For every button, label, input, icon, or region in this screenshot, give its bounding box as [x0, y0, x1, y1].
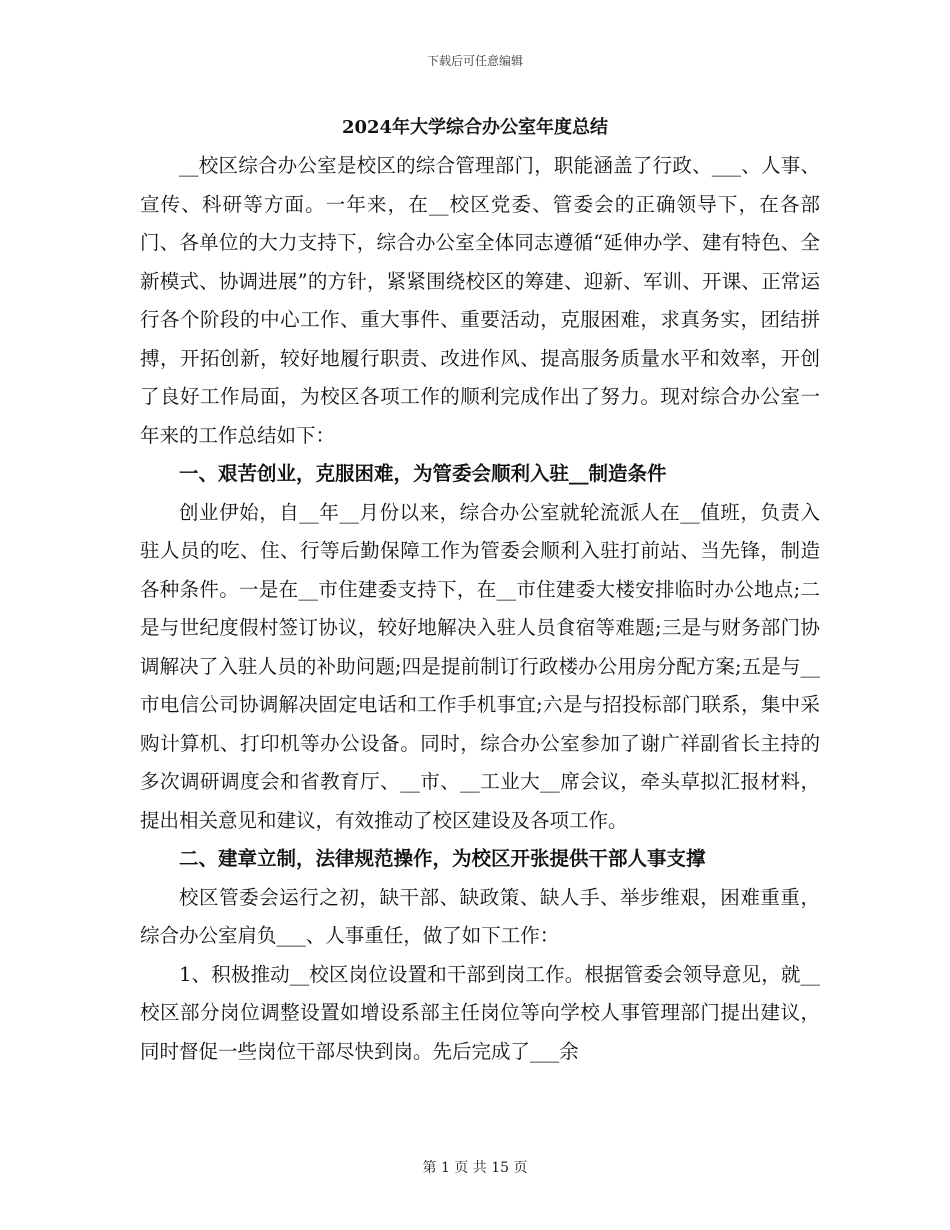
section-heading-1: 一、艰苦创业，克服困难，为管委会顺利入驻__制造条件: [179, 462, 667, 485]
intro-paragraph: __校区综合办公室是校区的综合管理部门，职能涵盖了行政、___、人事、宣传、科研等方面。一年来，在__校区党委、管委会的正确领导下，在各部门、各单位的大力支持下，综合办公室全体同志遵循“延伸办学、建有特色、全新模式、协调进展”的方针，紧紧围绕校区的筹建、迎新、军训、开课、正常运行各个阶段的中心工作、重大事件、重要活动，克服困难，求真务实，团结拼搏，开拓创新，较好地履行职责、改进作风、提高服务质量水平和效率，开创了良好工作局面，为校区各项工作的顺利完成作出了努力。现对综合办公室一年来的工作总结如下：: [140, 154, 820, 447]
section-heading-2: 二、建章立制，法律规范操作，为校区开张提供干部人事支撑: [179, 847, 706, 870]
section-1-paragraph: 创业伊始，自__年__月份以来，综合办公室就轮流派人在__值班，负责入驻人员的吃、住、行等后勤保障工作为管委会顺利入驻打前站、当先锋，制造各种条件。一是在__市住建委支持下，在__市住建委大楼安排临时办公地点;二是与世纪度假村签订协议，较好地解决入驻人员食宿等难题;三是与财务部门协调解决了入驻人员的补助问题;四是提前制订行政楼办公用房分配方案;五是与__市电信公司协调解决固定电话和工作手机事宜;六是与招投标部门联系，集中采购计算机、打印机等办公设备。同时，综合办公室参加了谢广祥副省长主持的多次调研调度会和省教育厅、__市、__工业大__席会议，牵头草拟汇报材料，提出相关意见和建议，有效推动了校区建设及各项工作。: [140, 500, 820, 832]
document-body: [140, 147, 820, 1071]
document-title: 2024年大学综合办公室年度总结: [341, 117, 609, 138]
section-2-intro-paragraph: 校区管委会运行之初，缺干部、缺政策、缺人手、举步维艰，困难重重，综合办公室肩负___、人事重任，做了如下工作：: [140, 885, 820, 947]
page-number-footer: 第 1 页 共 15 页: [422, 1160, 528, 1176]
page-header-note: 下载后可任意编辑: [426, 54, 523, 68]
section-2-item-1-paragraph: 1、积极推动__校区岗位设置和干部到岗工作。根据管委会领导意见，就__校区部分岗位调整设置如增设系部主任岗位等向学校人事管理部门提出建议，同时督促一些岗位干部尽快到岗。先后完成了___余: [140, 962, 820, 1063]
